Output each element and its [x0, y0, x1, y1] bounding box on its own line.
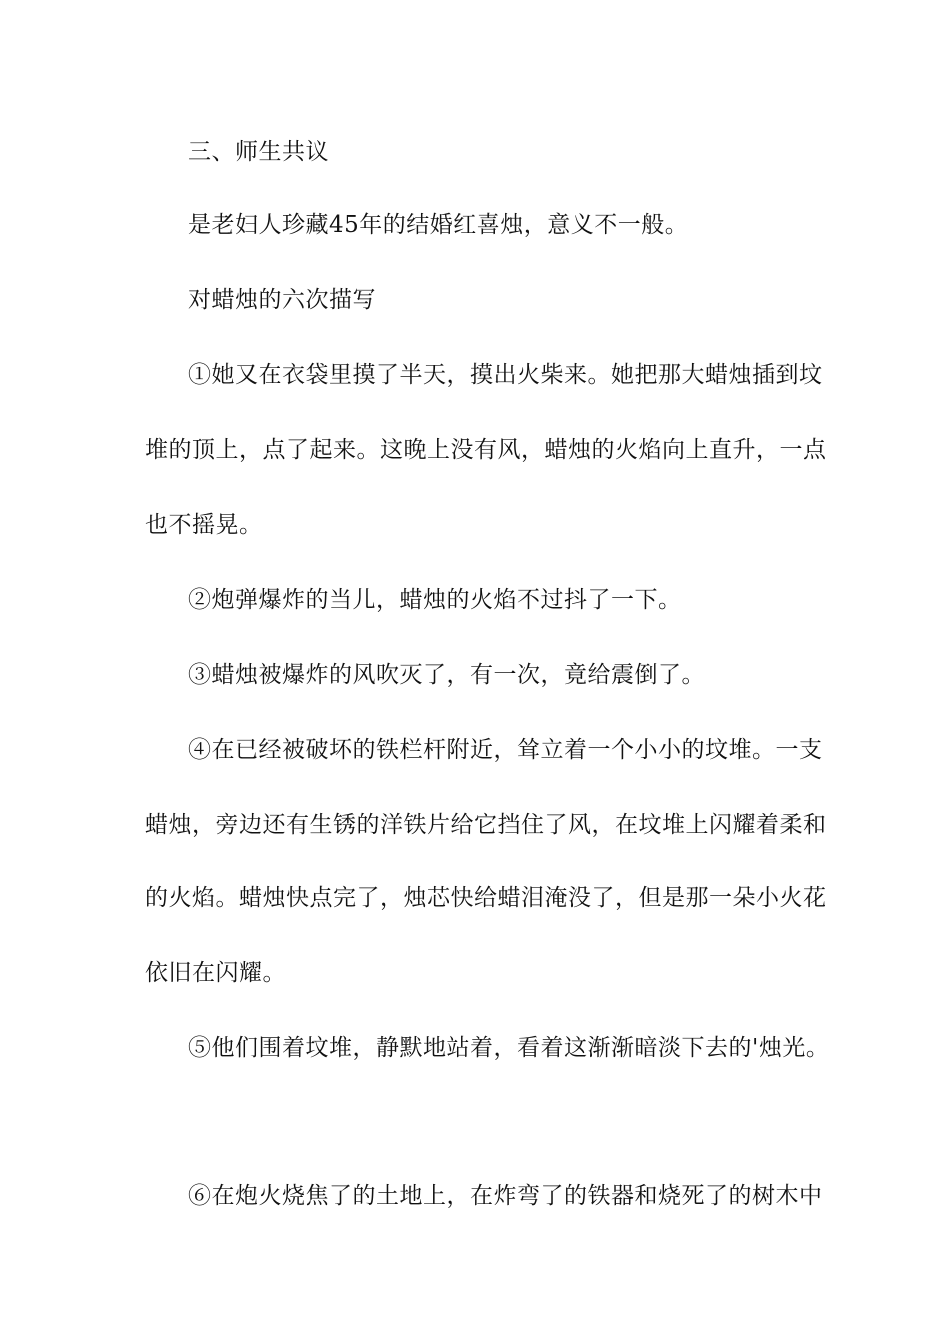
section-heading: 三、师生共议 — [188, 139, 329, 165]
item-6-line-1: ⑥在炮火烧焦了的土地上，在炸弯了的铁器和烧死了的树木中 — [188, 1183, 823, 1209]
item-4-line-3: 的火焰。蜡烛快点完了，烛芯快给蜡泪淹没了，但是那一朵小火花 — [145, 885, 827, 911]
item-4-line-4: 依旧在闪耀。 — [145, 960, 286, 986]
paragraph-text: 是老妇人珍藏45年的结婚红喜烛，意义不一般。 — [188, 212, 689, 238]
paragraph-text: 对蜡烛的六次描写 — [188, 287, 376, 313]
item-3-line-1: ③蜡烛被爆炸的风吹灭了，有一次，竟给震倒了。 — [188, 662, 705, 688]
item-4-line-2: 蜡烛，旁边还有生锈的洋铁片给它挡住了风，在坟堆上闪耀着柔和 — [145, 812, 827, 838]
item-1-line-1: ①她又在衣袋里摸了半天，摸出火柴来。她把那大蜡烛插到坟 — [188, 362, 823, 388]
item-2-line-1: ②炮弹爆炸的当儿，蜡烛的火焰不过抖了一下。 — [188, 587, 682, 613]
item-1-line-3: 也不摇晃。 — [145, 512, 263, 538]
item-1-line-2: 堆的顶上，点了起来。这晚上没有风，蜡烛的火焰向上直升，一点 — [145, 437, 827, 463]
item-4-line-1: ④在已经被破坏的铁栏杆附近，耸立着一个小小的坟堆。一支 — [188, 737, 823, 763]
item-5-line-1: ⑤他们围着坟堆，静默地站着，看着这渐渐暗淡下去的'烛光。 — [188, 1035, 830, 1061]
